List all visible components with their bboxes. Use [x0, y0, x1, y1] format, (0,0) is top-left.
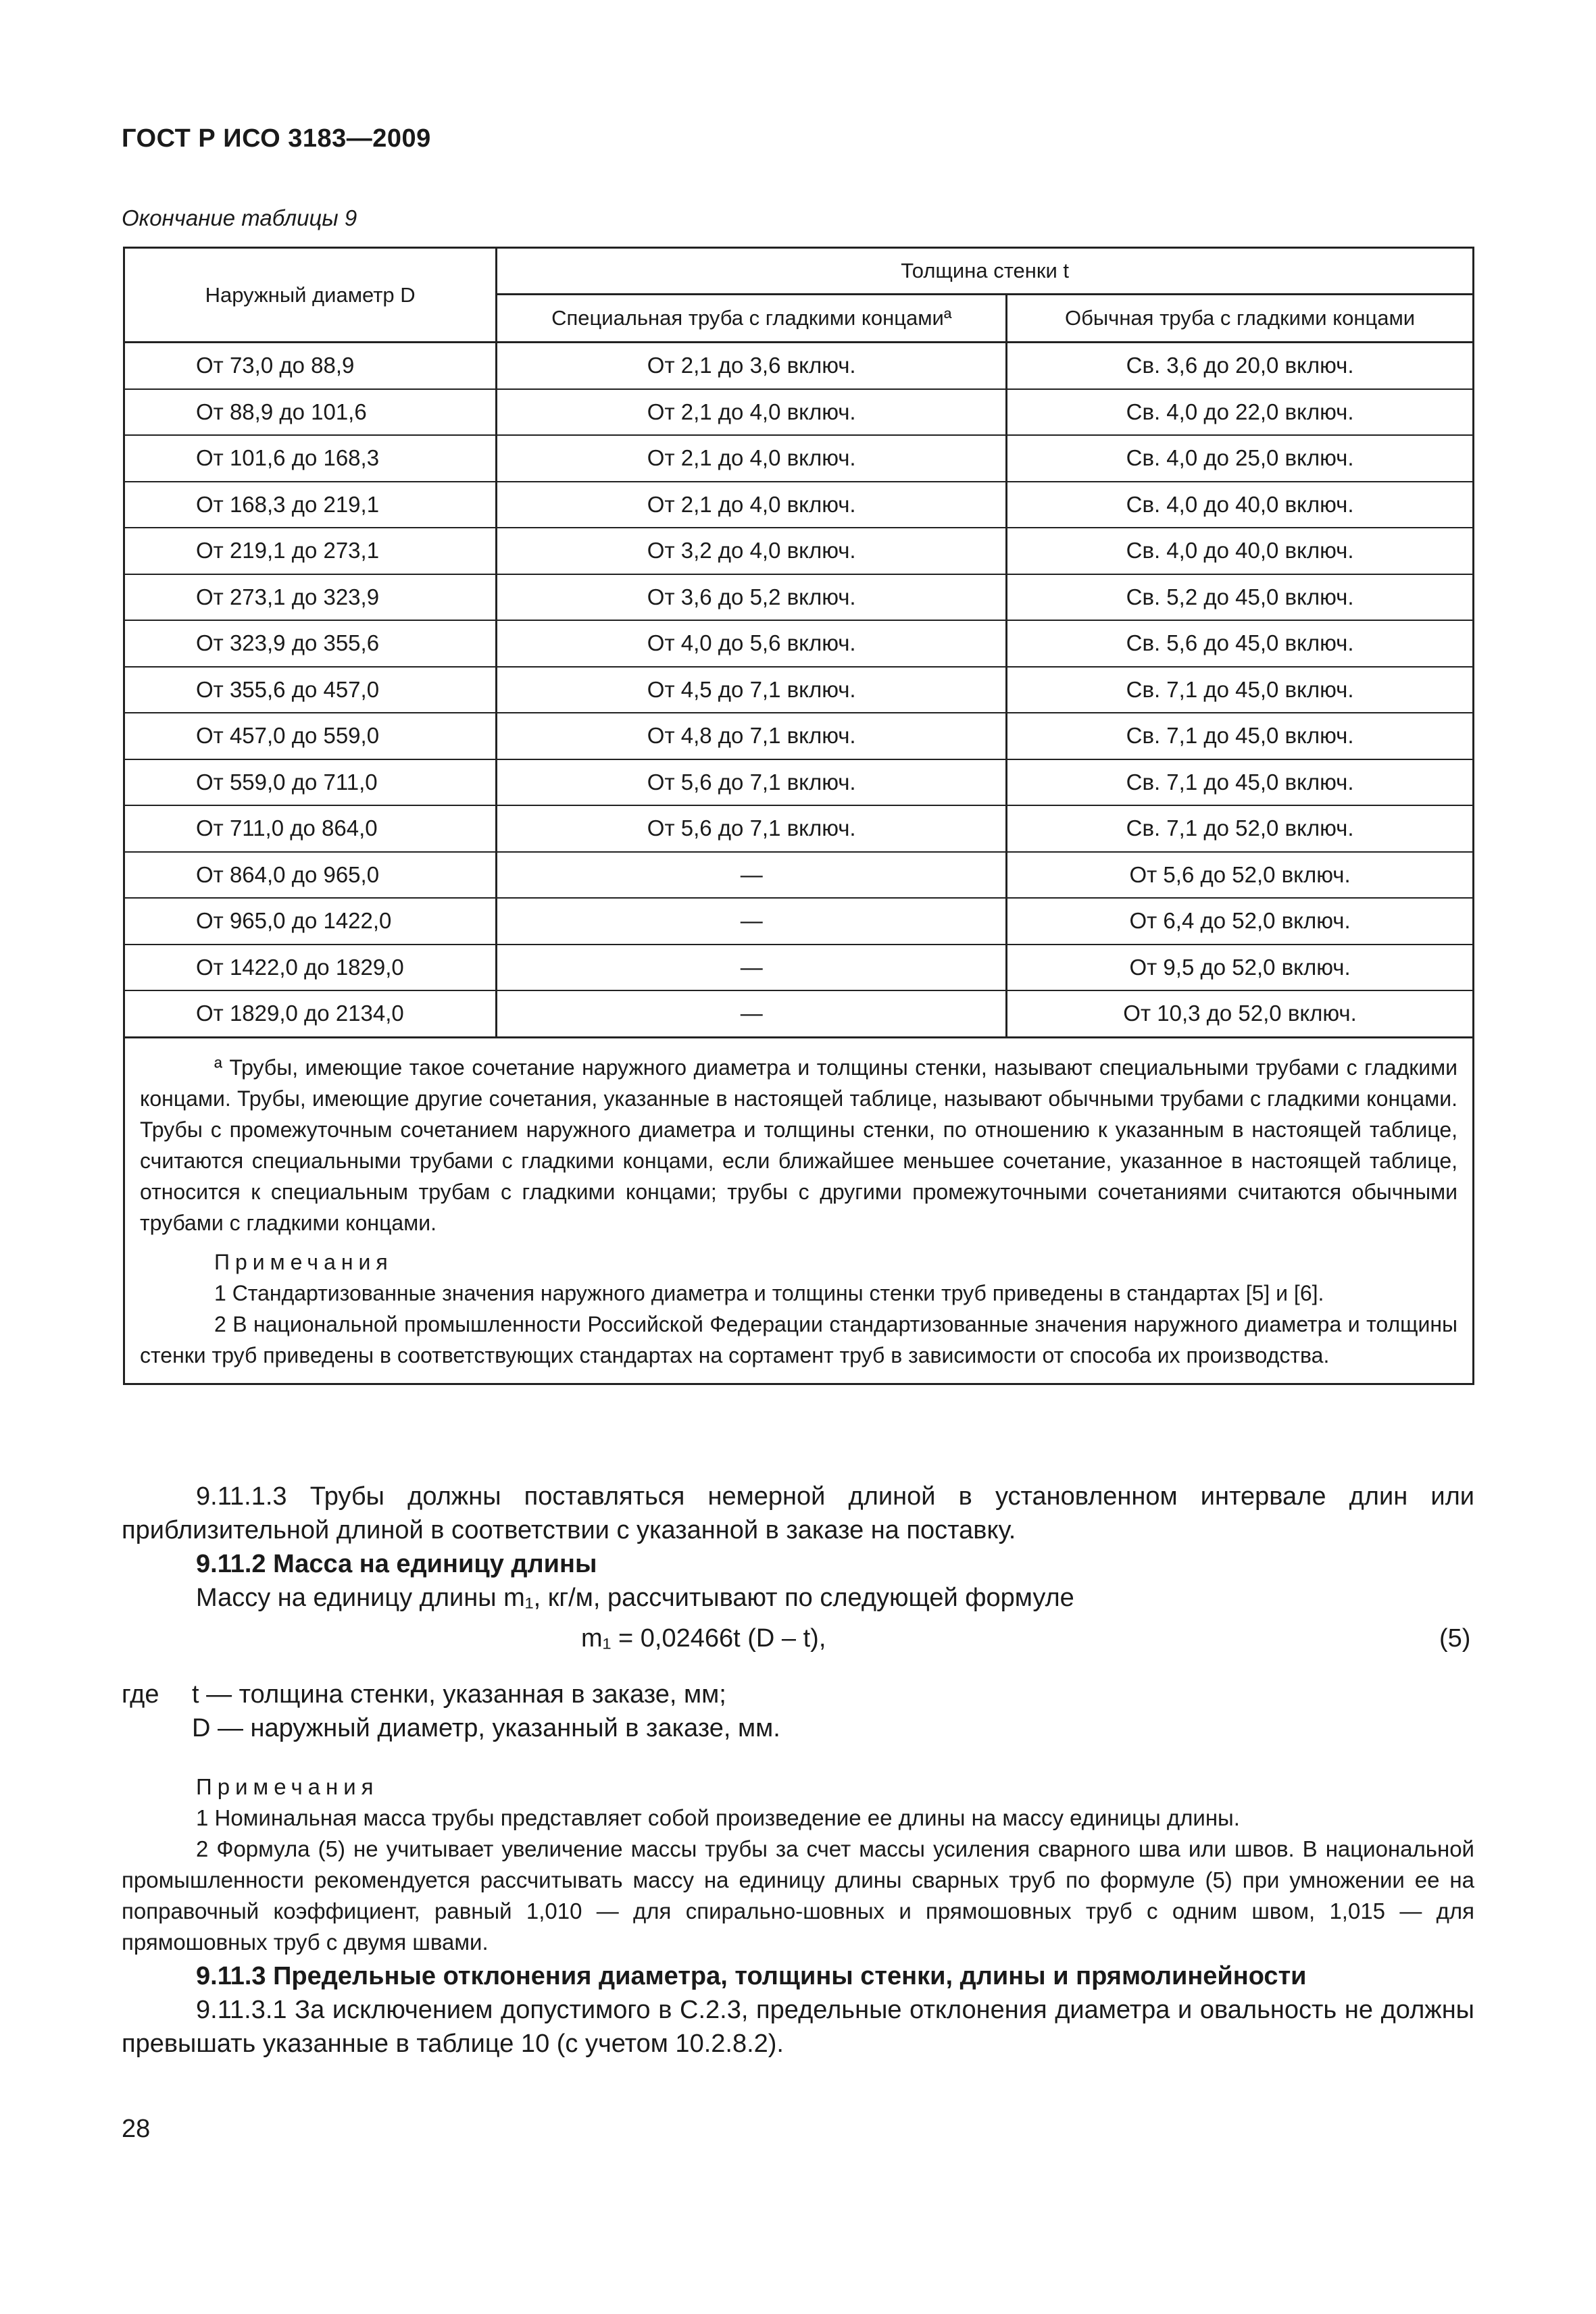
- table-9: [123, 247, 1474, 1385]
- cell-regular-wall: Св. 7,1 до 52,0 включ.: [1007, 805, 1474, 852]
- table-row: [124, 990, 1474, 1037]
- col-header-diameter: Наружный диаметр D: [124, 248, 497, 343]
- page-number: 28: [122, 2115, 151, 2143]
- cell-special-wall: От 3,2 до 4,0 включ.: [497, 528, 1007, 574]
- section-9-11-3: [122, 1959, 1474, 2061]
- cell-special-wall: От 2,1 до 4,0 включ.: [497, 435, 1007, 482]
- table-notes-heading: Примечания: [214, 1249, 393, 1274]
- col-group-header-wall: Толщина стенки t: [497, 248, 1474, 295]
- cell-regular-wall: Св. 4,0 до 25,0 включ.: [1007, 435, 1474, 482]
- table-row: [124, 713, 1474, 759]
- where-t-definition: t — толщина стенки, указанная в заказе, мм;: [192, 1680, 726, 1709]
- cell-diameter: От 457,0 до 559,0: [124, 713, 497, 759]
- document-header: ГОСТ Р ИСО 3183—2009: [122, 124, 431, 153]
- table-caption: Окончание таблицы 9: [122, 205, 357, 230]
- table-row: [124, 805, 1474, 852]
- table-note-2: 2 В национальной промышленности Российской Федерации стандартизованные значения наружного диаметра и толщины стенки труб приведены в соответствующих стандартах на сортамент труб в зависимости от способа их производства.: [140, 1311, 1457, 1367]
- table-row: [124, 343, 1474, 389]
- mass-notes: [122, 1771, 1474, 1958]
- cell-diameter: От 711,0 до 864,0: [124, 805, 497, 852]
- paragraph-9-11-1-3: 9.11.1.3 Трубы должны поставляться немерной длиной в установленном интервале длин или приблизительной длиной в соответствии с указанной в заказе на поставку.: [122, 1482, 1474, 1544]
- cell-regular-wall: Св. 4,0 до 40,0 включ.: [1007, 528, 1474, 574]
- table-row: [124, 620, 1474, 667]
- cell-diameter: От 323,9 до 355,6: [124, 620, 497, 667]
- cell-special-wall: От 5,6 до 7,1 включ.: [497, 759, 1007, 806]
- section-9-11-1-3: [122, 1480, 1474, 1615]
- table-row: [124, 945, 1474, 991]
- cell-regular-wall: Св. 5,2 до 45,0 включ.: [1007, 574, 1474, 621]
- col-header-regular: Обычная труба с гладкими концами: [1007, 295, 1474, 343]
- cell-diameter: От 355,6 до 457,0: [124, 667, 497, 713]
- cell-regular-wall: Св. 7,1 до 45,0 включ.: [1007, 667, 1474, 713]
- cell-regular-wall: От 10,3 до 52,0 включ.: [1007, 990, 1474, 1037]
- cell-special-wall: —: [497, 898, 1007, 945]
- paragraph-9-11-3-1: 9.11.3.1 За исключением допустимого в С.2.3, предельные отклонения диаметра и овальность не должны превышать указанные в таблице 10 (с учетом 10.2.8.2).: [122, 1996, 1474, 2058]
- cell-diameter: От 88,9 до 101,6: [124, 389, 497, 436]
- mass-notes-heading: Примечания: [196, 1774, 379, 1799]
- cell-special-wall: От 4,5 до 7,1 включ.: [497, 667, 1007, 713]
- cell-regular-wall: Св. 4,0 до 40,0 включ.: [1007, 482, 1474, 528]
- formula-number: (5): [1439, 1624, 1471, 1653]
- formula: m₁ = 0,02466t (D – t),: [581, 1624, 826, 1653]
- table-row: [124, 574, 1474, 621]
- cell-special-wall: От 2,1 до 4,0 включ.: [497, 389, 1007, 436]
- cell-special-wall: —: [497, 852, 1007, 899]
- cell-diameter: От 73,0 до 88,9: [124, 343, 497, 389]
- cell-regular-wall: Св. 7,1 до 45,0 включ.: [1007, 713, 1474, 759]
- heading-9-11-2: 9.11.2 Масса на единицу длины: [196, 1550, 597, 1578]
- table-note-1: 1 Стандартизованные значения наружного диаметра и толщины стенки труб приведены в стандартах [5] и [6].: [214, 1280, 1324, 1305]
- cell-special-wall: От 5,6 до 7,1 включ.: [497, 805, 1007, 852]
- cell-diameter: От 864,0 до 965,0: [124, 852, 497, 899]
- table-footnote-cell: [124, 1037, 1474, 1384]
- cell-special-wall: От 2,1 до 3,6 включ.: [497, 343, 1007, 389]
- cell-special-wall: —: [497, 990, 1007, 1037]
- cell-diameter: От 101,6 до 168,3: [124, 435, 497, 482]
- col-header-special: Специальная труба с гладкими концамиª: [497, 295, 1007, 343]
- cell-diameter: От 168,3 до 219,1: [124, 482, 497, 528]
- cell-diameter: От 273,1 до 323,9: [124, 574, 497, 621]
- cell-regular-wall: Св. 4,0 до 22,0 включ.: [1007, 389, 1474, 436]
- cell-regular-wall: От 6,4 до 52,0 включ.: [1007, 898, 1474, 945]
- table-body: [124, 343, 1474, 1038]
- mass-note-1: 1 Номинальная масса трубы представляет собой произведение ее длины на массу единицы длины.: [196, 1805, 1240, 1830]
- cell-special-wall: От 4,0 до 5,6 включ.: [497, 620, 1007, 667]
- cell-special-wall: От 3,6 до 5,2 включ.: [497, 574, 1007, 621]
- cell-diameter: От 559,0 до 711,0: [124, 759, 497, 806]
- cell-regular-wall: Св. 5,6 до 45,0 включ.: [1007, 620, 1474, 667]
- table-row: [124, 759, 1474, 806]
- mass-intro-paragraph: Массу на единицу длины m₁, кг/м, рассчитывают по следующей формуле: [196, 1584, 1074, 1612]
- cell-diameter: От 219,1 до 273,1: [124, 528, 497, 574]
- cell-diameter: От 965,0 до 1422,0: [124, 898, 497, 945]
- cell-regular-wall: От 9,5 до 52,0 включ.: [1007, 945, 1474, 991]
- cell-regular-wall: От 5,6 до 52,0 включ.: [1007, 852, 1474, 899]
- table-row: [124, 482, 1474, 528]
- where-label: где: [122, 1680, 159, 1709]
- cell-diameter: От 1829,0 до 2134,0: [124, 990, 497, 1037]
- table-row: [124, 667, 1474, 713]
- cell-special-wall: —: [497, 945, 1007, 991]
- table-footnote: ª Трубы, имеющие такое сочетание наружного диаметра и толщины стенки, называют специальными трубами с гладкими концами. Трубы, имеющие другие сочетания, указанные в настоящей таблице, называют обычными трубами с гладкими концами. Трубы с промежуточным сочетанием наружного диаметра и толщины стенки, по отношению к указанным в настоящей таблице, считаются специальными трубами с гладкими концами, если ближайшее меньшее сочетание, указанное в настоящей таблице, относится к специальным трубам с гладкими концами; трубы с другими промежуточными сочетаниями считаются обычными трубами с гладкими концами.: [140, 1055, 1457, 1235]
- cell-regular-wall: Св. 3,6 до 20,0 включ.: [1007, 343, 1474, 389]
- cell-diameter: От 1422,0 до 1829,0: [124, 945, 497, 991]
- heading-9-11-3: 9.11.3 Предельные отклонения диаметра, толщины стенки, длины и прямолинейности: [196, 1962, 1307, 1990]
- mass-note-2: 2 Формула (5) не учитывает увеличение массы трубы за счет массы усиления сварного шва или швов. В национальной промышленности рекомендуется рассчитывать массу на единицу длины сварных труб по формуле (5) при умножении ее на поправочный коэффициент, равный 1,010 — для спирально-шовных и прямошовных труб с одним швом, 1,015 — для прямошовных труб с двумя швами.: [122, 1836, 1474, 1955]
- table-row: [124, 898, 1474, 945]
- table-row: [124, 435, 1474, 482]
- table-row: [124, 852, 1474, 899]
- where-d-definition: D — наружный диаметр, указанный в заказе, мм.: [192, 1714, 780, 1742]
- cell-special-wall: От 2,1 до 4,0 включ.: [497, 482, 1007, 528]
- table-row: [124, 389, 1474, 436]
- cell-special-wall: От 4,8 до 7,1 включ.: [497, 713, 1007, 759]
- cell-regular-wall: Св. 7,1 до 45,0 включ.: [1007, 759, 1474, 806]
- table-row: [124, 528, 1474, 574]
